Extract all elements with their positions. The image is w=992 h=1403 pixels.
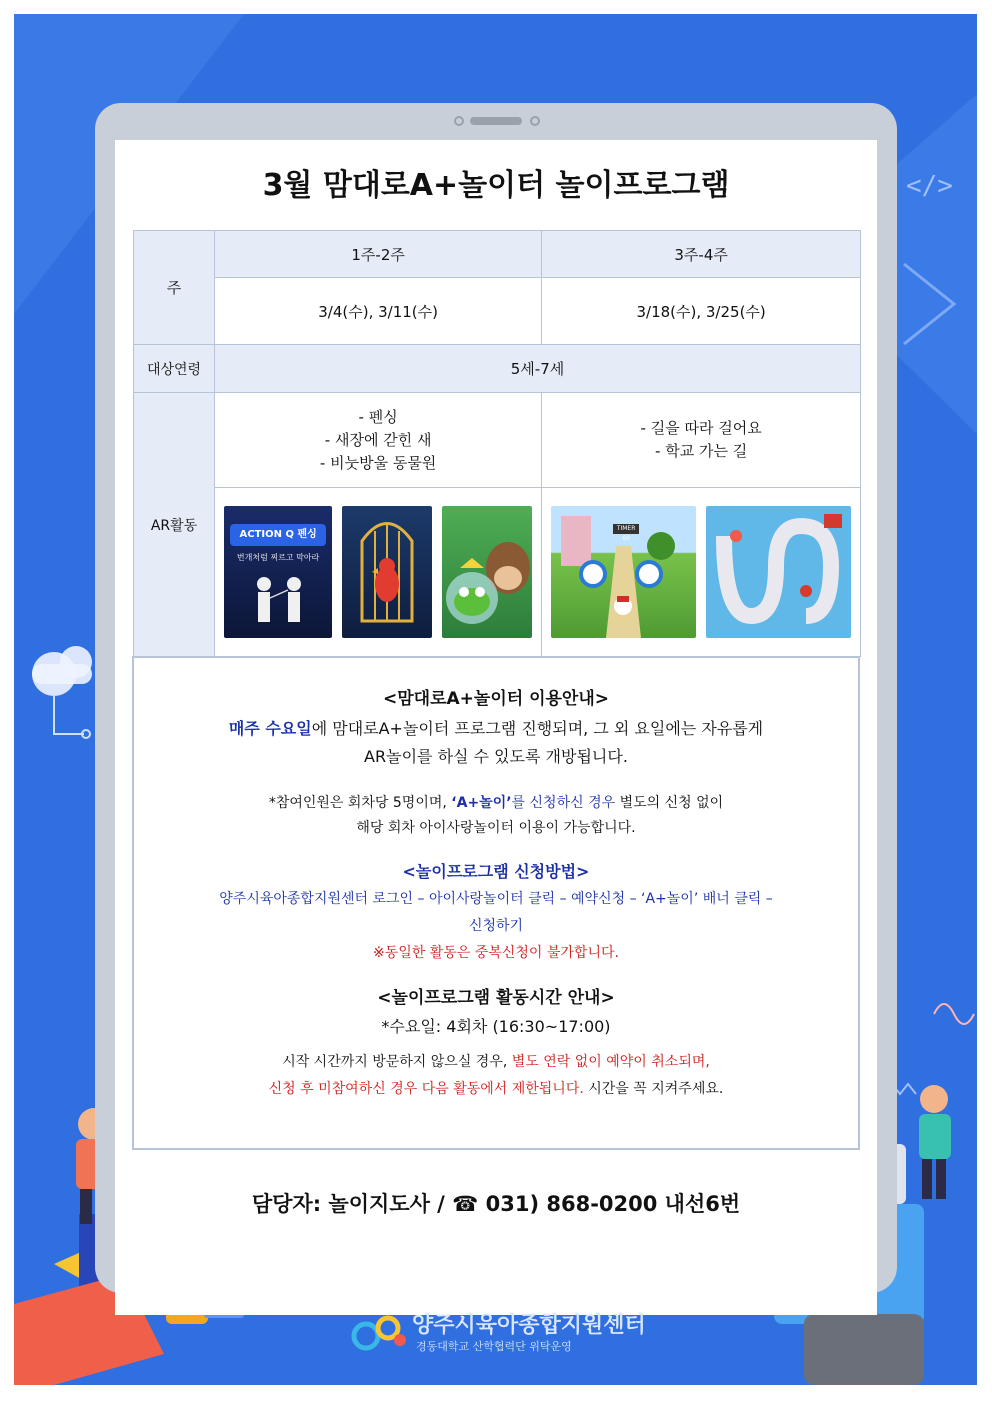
note-line-1 — [134, 791, 858, 816]
week-label: 주 — [134, 231, 215, 345]
activity-list-2 — [542, 393, 861, 488]
usage-highlight: 매주 수요일 — [228, 719, 312, 738]
page-title: 3월 맘대로A+놀이터 놀이프로그램 — [262, 168, 730, 203]
ar-label: AR활동 — [134, 393, 215, 657]
time-note-1 — [134, 1049, 858, 1076]
fencing-image-title: ACTION Q 펜싱 — [230, 524, 326, 546]
time-value: *수요일: 4회차 (16:30~17:00) — [381, 1017, 611, 1036]
bird-cage-image — [342, 506, 432, 638]
center-logo — [350, 1308, 670, 1358]
dates-2: 3/18(수), 3/25(수) — [542, 278, 861, 345]
center-name: 양주시육아종합지원센터 — [412, 1313, 646, 1338]
time-note-2 — [134, 1076, 858, 1103]
apply-title: <놀이프로그램 신청방법> — [402, 862, 590, 881]
usage-line-1-text: 에 맘대로A+놀이터 프로그램 진행되며, 그 외 요일에는 자유롭게 — [311, 719, 764, 738]
camera-bar — [470, 117, 522, 125]
camera-dot — [530, 116, 540, 126]
note-text-c: 를 신청하신 경우 — [511, 795, 616, 811]
dates-1: 3/4(수), 3/11(수) — [215, 278, 542, 345]
week-header-1: 1주-2주 — [215, 231, 542, 278]
game-sign: TIMER 60 — [613, 524, 639, 534]
usage-title: <맘대로A+놀이터 이용안내> — [382, 689, 610, 709]
activity-list-1 — [215, 393, 542, 488]
time-title: <놀이프로그램 활동시간 안내> — [377, 988, 615, 1008]
activity-images-1 — [215, 488, 542, 657]
school-road-image — [706, 506, 851, 638]
fencing-image — [224, 506, 332, 638]
note-highlight: ‘A+놀이’ — [451, 795, 512, 811]
bubble-zoo-image — [442, 506, 532, 638]
info-panel — [132, 656, 860, 1150]
age-value: 5세-7세 — [215, 345, 861, 393]
activity-item: - 길을 따라 걸어요 — [640, 419, 762, 437]
age-label: 대상연령 — [134, 345, 215, 393]
time-note-1-text: 시작 시간까지 방문하지 않으실 경우, — [282, 1054, 512, 1070]
activity-images-2 — [542, 488, 861, 657]
activity-item: - 학교 가는 길 — [655, 442, 748, 460]
note-text-d: 별도의 신청 없이 — [615, 795, 724, 811]
activity-item: - 새장에 갇힌 새 — [324, 430, 432, 449]
usage-line-2: AR놀이를 하실 수 있도록 개방됩니다. — [364, 747, 628, 766]
time-note-2-red: 신청 후 미참여하신 경우 다음 활동에서 제한됩니다. — [268, 1081, 584, 1097]
code-icon: </> — [906, 171, 953, 201]
apply-line-1: 양주시육아종합지원센터 로그인 – 아이사랑놀이터 클릭 – 예약신청 – ‘A+놀이’ 배너 클릭 – — [219, 891, 773, 907]
apply-line-2: 신청하기 — [468, 918, 524, 934]
fencing-image-subtitle: 번개처럼 찌르고 막아라 — [236, 553, 320, 562]
week-header-2: 3주-4주 — [542, 231, 861, 278]
activity-item: - 비눗방울 동물원 — [319, 453, 437, 472]
center-logo-icon — [350, 1310, 410, 1354]
contact-line: 담당자: 놀이지도사 / ☎ 031) 868-0200 내선6번 — [251, 1192, 741, 1216]
camera-dot — [454, 116, 464, 126]
note-text-a: *참여인원은 회차당 5명이며, — [268, 795, 452, 811]
time-note-2-text: 시간을 꼭 지켜주세요. — [583, 1081, 724, 1097]
apply-warning: ※동일한 활동은 중복신청이 불가합니다. — [373, 945, 619, 961]
note-line-2: 해당 회차 아이사랑놀이터 이용이 가능합니다. — [356, 820, 636, 836]
usage-line-1 — [134, 715, 858, 743]
center-sub: 경동대학교 산학협력단 위탁운영 — [416, 1340, 572, 1353]
activity-item: - 펜싱 — [358, 407, 398, 426]
time-note-1-red: 별도 연락 없이 예약이 취소되며, — [511, 1054, 710, 1070]
program-table — [133, 230, 861, 657]
walk-path-image — [551, 506, 696, 638]
